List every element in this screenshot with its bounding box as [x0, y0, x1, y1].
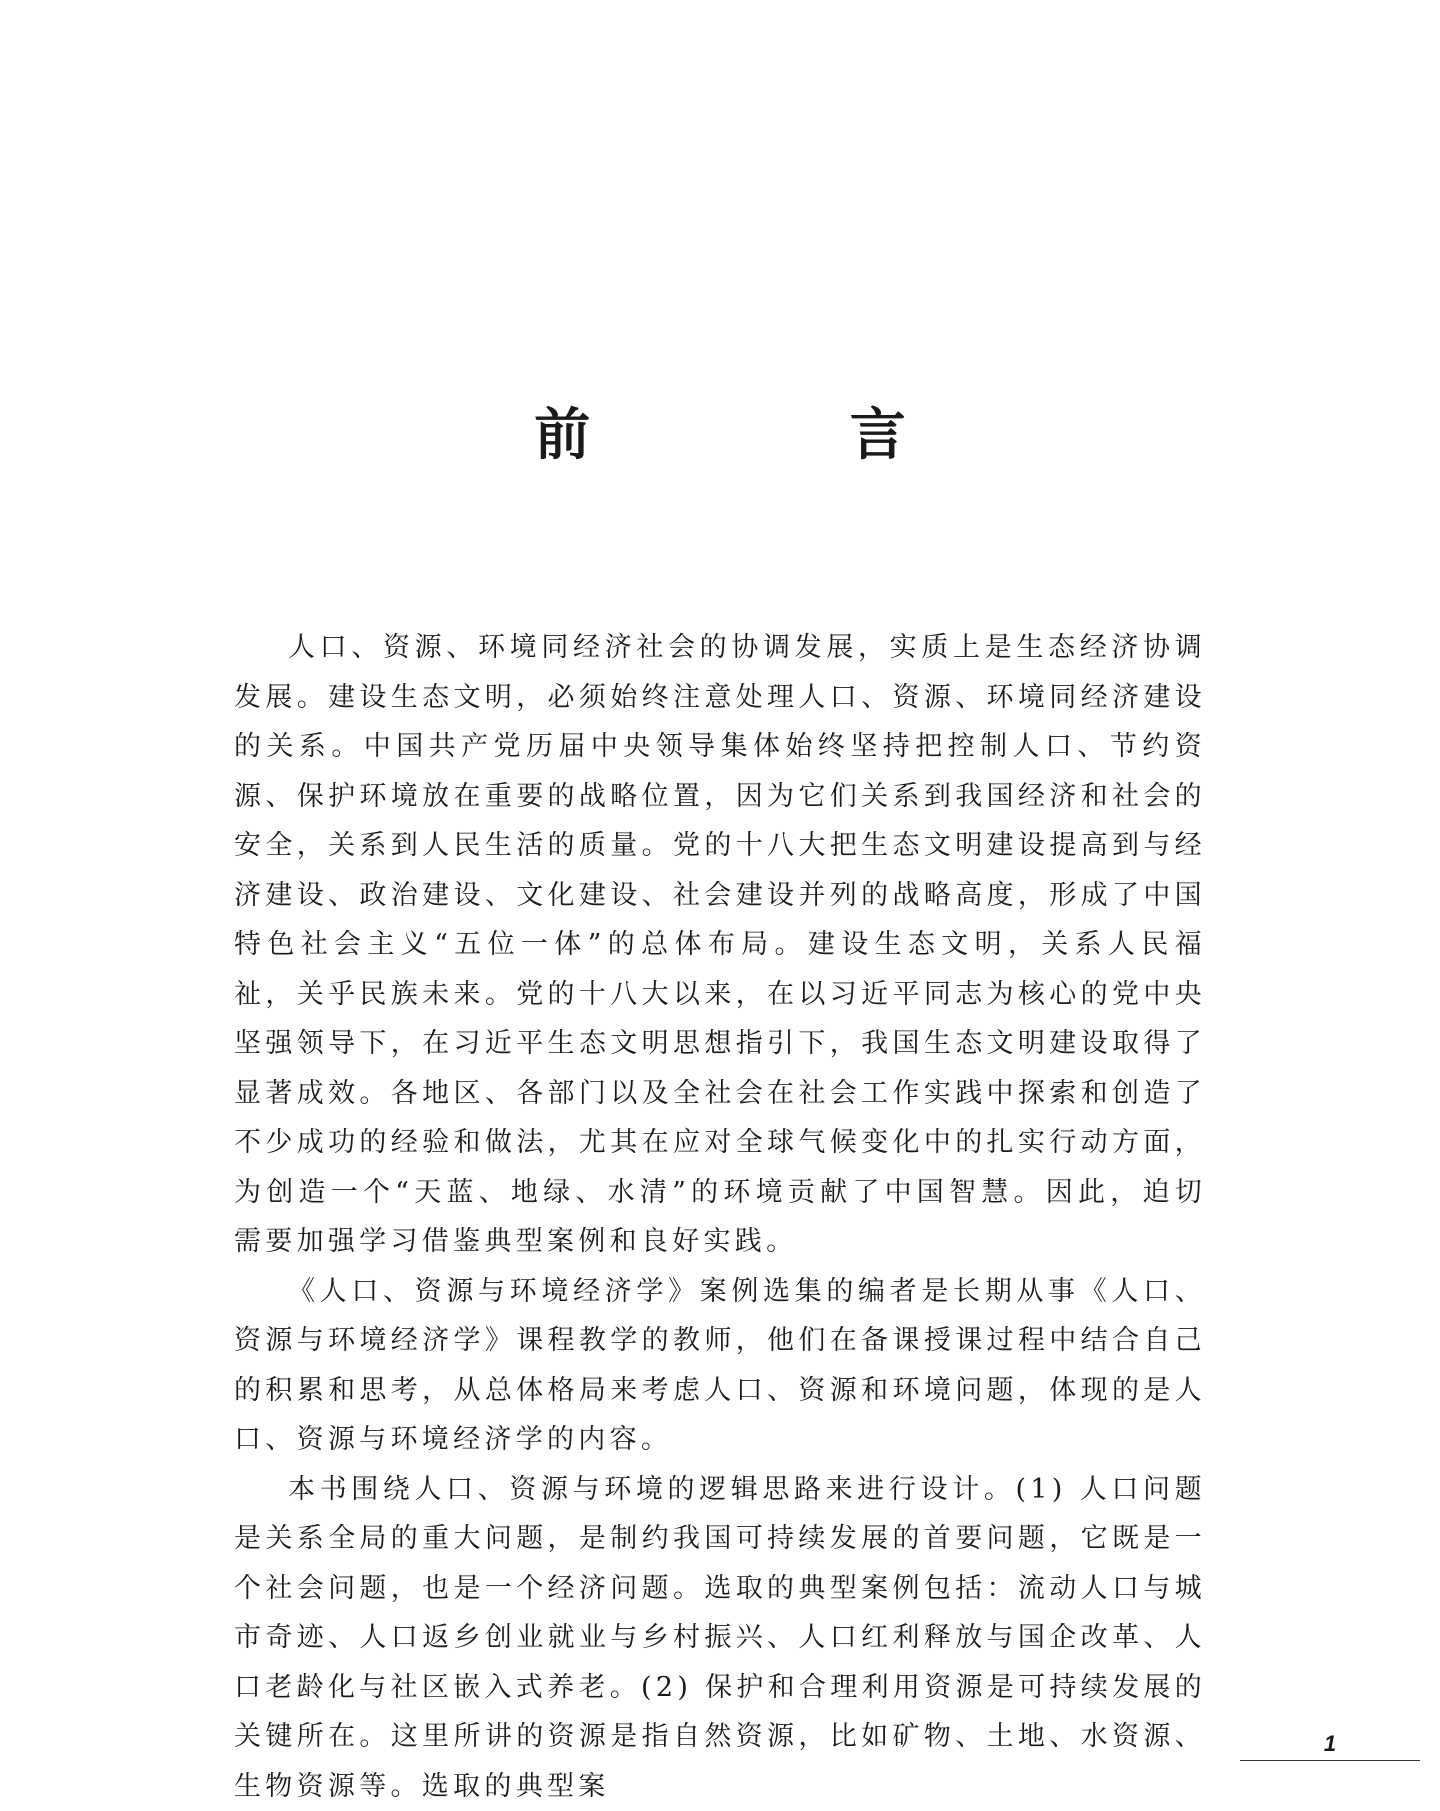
body-text: [234, 623, 1206, 1811]
paragraph: 人口、资源、环境同经济社会的协调发展，实质上是生态经济协调发展。建设生态文明，必须始终注意处理人口、资源、环境同经济建设的关系。中国共产党历届中央领导集体始终坚持把控制人口、节约资源、保护环境放在重要的战略位置，因为它们关系到我国经济和社会的安全，关系到人民生活的质量。党的十八大把生态文明建设提高到与经济建设、政治建设、文化建设、社会建设并列的战略高度，形成了中国特色社会主义“五位一体”的总体布局。建设生态文明，关系人民福祉，关乎民族未来。党的十八大以来，在以习近平同志为核心的党中央坚强领导下，在习近平生态文明思想指引下，我国生态文明建设取得了显著成效。各地区、各部门以及全社会在社会工作实践中探索和创造了不少成功的经验和做法，尤其在应对全球气候变化中的扎实行动方面，为创造一个“天蓝、地绿、水清”的环境贡献了中国智慧。因此，迫切需要加强学习借鉴典型案例和良好实践。: [234, 623, 1206, 1267]
paragraph: 本书围绕人口、资源与环境的逻辑思路来进行设计。(1) 人口问题是关系全局的重大问题，是制约我国可持续发展的首要问题，它既是一个社会问题，也是一个经济问题。选取的典型案例包括：流动人口与城市奇迹、人口返乡创业就业与乡村振兴、人口红利释放与国企改革、人口老龄化与社区嵌入式养老。(2) 保护和合理利用资源是可持续发展的关键所在。这里所讲的资源是指自然资源，比如矿物、土地、水资源、生物资源等。选取的典型案: [234, 1465, 1206, 1811]
page-title: 前 言: [0, 400, 1440, 470]
page-number: 1: [1240, 1730, 1420, 1761]
paragraph: 《人口、资源与环境经济学》案例选集的编者是长期从事《人口、资源与环境经济学》课程教学的教师，他们在备课授课过程中结合自己的积累和思考，从总体格局来考虑人口、资源和环境问题，体现的是人口、资源与环境经济学的内容。: [234, 1267, 1206, 1465]
